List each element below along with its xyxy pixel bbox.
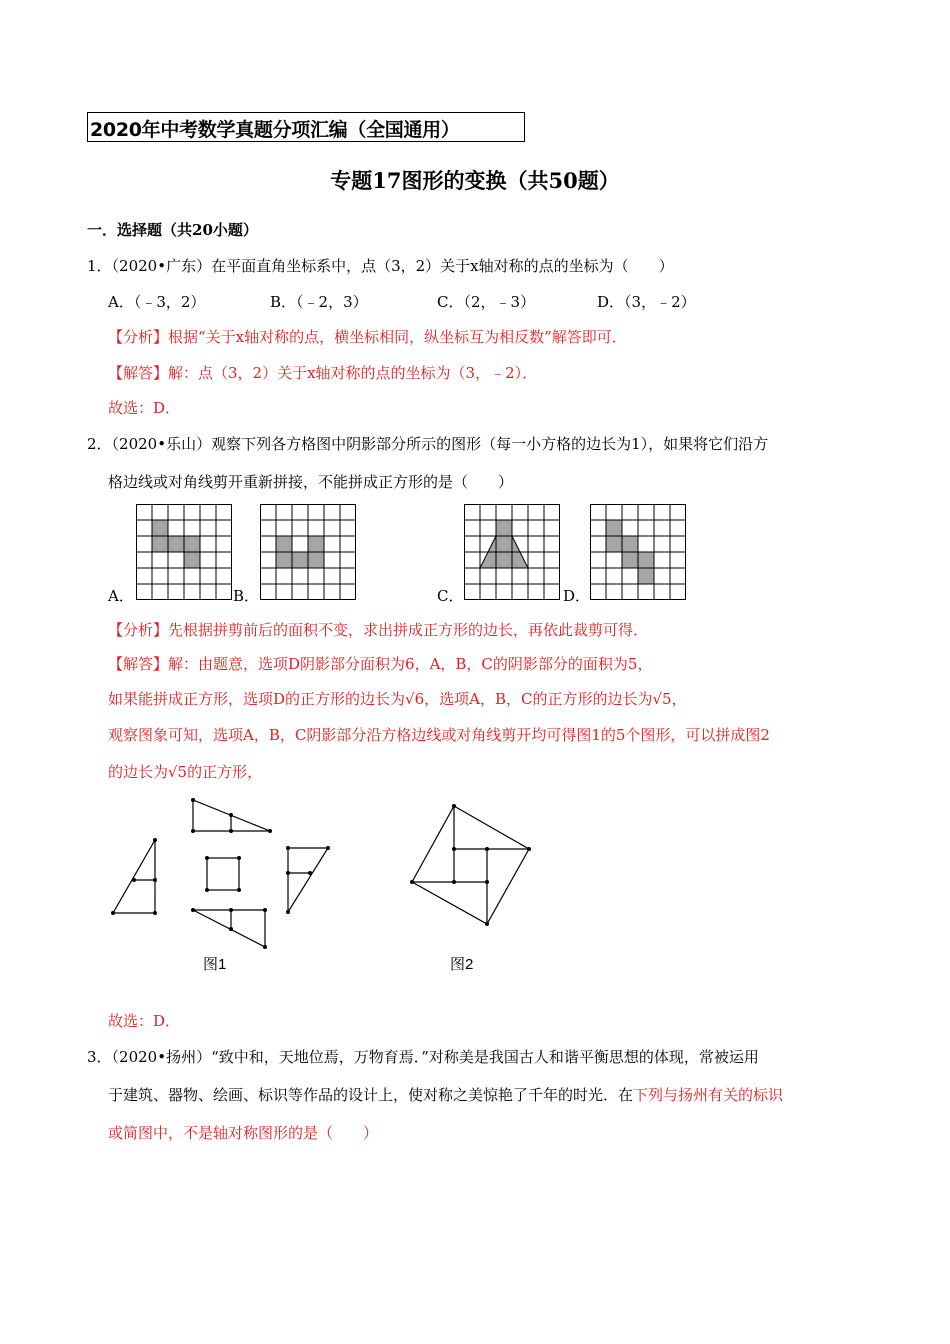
figure-2-square: [405, 800, 535, 930]
q2-solution-line2: 如果能拼成正方形，选项D的正方形的边长为√6，选项A，B，C的正方形的边长为√5，: [108, 690, 687, 708]
q2-solution-line3: 观察图象可知，选项A，B，C阴影部分沿方格边线或对角线剪开均可得图1的5个图形，可以拼成图2: [108, 726, 770, 744]
q1-option-b: B．（﹣2，3）: [270, 293, 368, 311]
figure-1-caption: 图1: [203, 956, 227, 973]
grid-figure-b: [260, 504, 356, 600]
q2-answer: 故选：D．: [108, 1012, 181, 1030]
grid-figure-d: [590, 504, 686, 600]
q3-stem-line2-black: 于建筑、器物、绘画、标识等作品的设计上，使对称之美惊艳了千年的时光．在: [108, 1086, 634, 1104]
q3-stem-line1: 3．（2020•扬州）“致中和，天地位焉，万物育焉．”对称美是我国古人和谐平衡思想的体现，常被运用: [87, 1048, 759, 1066]
q2-solution-line4: 的边长为√5的正方形，: [108, 763, 263, 781]
q1-option-d: D．（3，﹣2）: [597, 293, 696, 311]
q2-solution-line1: 【解答】解：由题意，选项D阴影部分面积为6，A，B，C的阴影部分的面积为5，: [108, 655, 653, 673]
section-heading: 一．选择题（共20小题）: [87, 221, 258, 239]
q1-answer: 故选：D．: [108, 399, 181, 417]
figure-2-caption: 图2: [450, 956, 474, 973]
grid-figure-c: [464, 504, 560, 600]
q3-stem-line3: 或简图中，不是轴对称图形的是（ ）: [108, 1124, 379, 1142]
q1-option-a: A．（﹣3，2）: [108, 293, 206, 311]
q1-analysis: 【分析】根据“关于x轴对称的点，横坐标相同，纵坐标互为相反数”解答即可．: [108, 328, 627, 346]
q1-solution: 【解答】解：点（3，2）关于x轴对称的点的坐标为（3，﹣2）．: [108, 364, 538, 382]
q2-label-c: C．: [437, 587, 464, 605]
q2-label-b: B．: [233, 587, 260, 605]
grid-figure-a: [136, 504, 232, 600]
page-title: 专题17图形的变换（共50题）: [330, 168, 620, 193]
q2-stem-line1: 2．（2020•乐山）观察下列各方格图中阴影部分所示的图形（每一小方格的边长为1），如果将它们沿方: [87, 435, 769, 453]
q2-analysis: 【分析】先根据拼剪前后的面积不变，求出拼成正方形的边长，再依此裁剪可得．: [108, 621, 649, 639]
q3-stem-line2: [108, 1085, 783, 1105]
q2-label-a: A．: [108, 587, 134, 605]
header-title: 2020年中考数学真题分项汇编（全国通用）: [90, 119, 460, 141]
figure-1-pieces: [105, 795, 345, 955]
q3-stem-line2-red: 下列与扬州有关的标识: [633, 1086, 784, 1104]
q2-stem-line2: 格边线或对角线剪开重新拼接，不能拼成正方形的是（ ）: [108, 473, 514, 491]
q1-option-c: C．（2，﹣3）: [437, 293, 536, 311]
q2-label-d: D．: [563, 587, 591, 605]
q1-stem: 1．（2020•广东）在平面直角坐标系中，点（3，2）关于x轴对称的点的坐标为（ ）: [87, 257, 674, 275]
